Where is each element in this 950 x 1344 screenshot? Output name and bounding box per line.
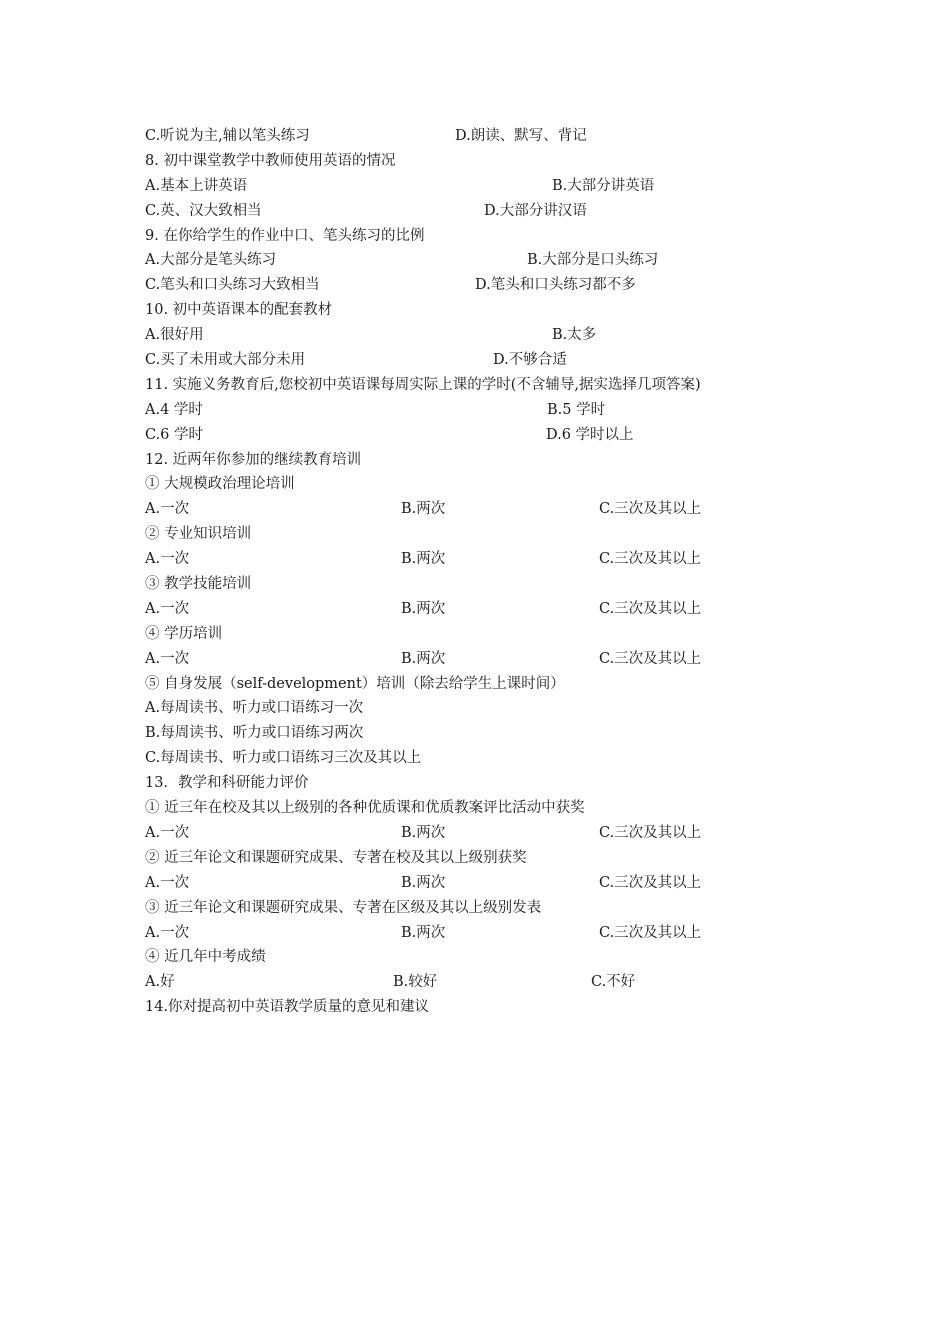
questionnaire-line — [145, 647, 825, 672]
option-text: C.三次及其以上 — [599, 824, 702, 841]
line-text: A.很好用 — [145, 327, 204, 344]
option-text: B.两次 — [401, 650, 446, 667]
questionnaire-line — [145, 622, 825, 647]
option-text: D.朗读、默写、背记 — [455, 128, 587, 144]
line-text: 9. 在你给学生的作业中口、笔头练习的比例 — [145, 227, 425, 244]
option-text: B.太多 — [552, 327, 597, 344]
option-text: B.大部分讲英语 — [552, 177, 655, 194]
questionnaire-line — [145, 373, 825, 398]
line-text: A.一次 — [145, 924, 190, 941]
questionnaire-body — [145, 124, 825, 1020]
line-text: C.英、汉大致相当 — [145, 202, 262, 219]
questionnaire-line — [145, 472, 825, 497]
option-text: C.三次及其以上 — [599, 650, 702, 667]
option-text: B.较好 — [393, 974, 438, 991]
questionnaire-line — [145, 995, 825, 1020]
option-text: B.5 学时 — [547, 401, 606, 418]
option-text: B.两次 — [401, 551, 446, 568]
option-text: C.三次及其以上 — [599, 600, 702, 617]
line-text: A.一次 — [145, 824, 190, 841]
questionnaire-line — [145, 224, 825, 249]
line-text: 11. 实施义务教育后,您校初中英语课每周实际上课的学时(不含辅导,据实选择几项答案) — [145, 376, 701, 393]
questionnaire-line — [145, 298, 825, 323]
option-text: B.大部分是口头练习 — [527, 252, 659, 269]
questionnaire-line — [145, 721, 825, 746]
option-text: B.两次 — [401, 824, 446, 841]
line-text: ④ 学历培训 — [145, 625, 223, 642]
line-text: 8. 初中课堂教学中教师使用英语的情况 — [145, 152, 396, 169]
questionnaire-line — [145, 323, 825, 348]
option-text: D.大部分讲汉语 — [484, 202, 587, 219]
questionnaire-line — [145, 597, 825, 622]
questionnaire-line — [145, 945, 825, 970]
line-text: A.一次 — [145, 551, 190, 568]
line-text: ① 大规模政治理论培训 — [145, 476, 295, 493]
line-text: A.一次 — [145, 600, 190, 617]
questionnaire-line — [145, 771, 825, 796]
questionnaire-line — [145, 149, 825, 174]
questionnaire-line — [145, 871, 825, 896]
line-text: A.一次 — [145, 874, 190, 891]
line-text: A.一次 — [145, 501, 190, 518]
questionnaire-line — [145, 746, 825, 771]
option-text: D.不够合适 — [493, 352, 567, 369]
line-text: ③ 近三年论文和课题研究成果、专著在区级及其以上级别发表 — [145, 899, 542, 916]
line-text: C.笔头和口头练习大致相当 — [145, 277, 320, 294]
line-text: C.每周读书、听力或口语练习三次及其以上 — [145, 750, 422, 767]
questionnaire-line — [145, 124, 825, 149]
line-text: ⑤ 自身发展（self-development）培训（除去给学生上课时间） — [145, 675, 565, 692]
line-text: B.每周读书、听力或口语练习两次 — [145, 725, 364, 742]
line-text: ③ 教学技能培训 — [145, 576, 252, 593]
questionnaire-line — [145, 348, 825, 373]
option-text: C.三次及其以上 — [599, 874, 702, 891]
option-text: C.三次及其以上 — [599, 551, 702, 568]
questionnaire-line — [145, 846, 825, 871]
line-text: ② 近三年论文和课题研究成果、专著在校及其以上级别获奖 — [145, 849, 527, 866]
line-text: ④ 近几年中考成绩 — [145, 949, 266, 966]
line-text: C.买了未用或大部分未用 — [145, 352, 306, 369]
questionnaire-line — [145, 398, 825, 423]
option-text: C.三次及其以上 — [599, 501, 702, 518]
option-text: B.两次 — [401, 600, 446, 617]
questionnaire-line — [145, 896, 825, 921]
questionnaire-line — [145, 696, 825, 721]
line-text: 10. 初中英语课本的配套教材 — [145, 302, 333, 319]
questionnaire-line — [145, 174, 825, 199]
option-text: C.不好 — [591, 974, 636, 991]
questionnaire-line — [145, 572, 825, 597]
option-text: B.两次 — [401, 924, 446, 941]
questionnaire-line — [145, 199, 825, 224]
line-text: ② 专业知识培训 — [145, 526, 252, 543]
line-text: A.4 学时 — [145, 401, 203, 418]
option-text: D.笔头和口头练习都不多 — [475, 277, 636, 294]
option-text: D.6 学时以上 — [546, 426, 634, 443]
option-text: B.两次 — [401, 501, 446, 518]
questionnaire-line — [145, 970, 825, 995]
questionnaire-line — [145, 547, 825, 572]
questionnaire-line — [145, 448, 825, 473]
questionnaire-line — [145, 248, 825, 273]
questionnaire-line — [145, 497, 825, 522]
questionnaire-line — [145, 821, 825, 846]
line-text: 14.你对提高初中英语教学质量的意见和建议 — [145, 999, 430, 1016]
line-text: C.6 学时 — [145, 426, 204, 443]
line-text: 12. 近两年你参加的继续教育培训 — [145, 451, 362, 468]
line-text: A.好 — [145, 974, 175, 991]
line-text: ① 近三年在校及其以上级别的各种优质课和优质教案评比活动中获奖 — [145, 800, 585, 817]
option-text: C.三次及其以上 — [599, 924, 702, 941]
line-text: 13．教学和科研能力评价 — [145, 775, 309, 792]
line-text: A.大部分是笔头练习 — [145, 252, 277, 269]
questionnaire-line — [145, 522, 825, 547]
line-text: A.基本上讲英语 — [145, 177, 248, 194]
line-text: A.一次 — [145, 650, 190, 667]
questionnaire-line — [145, 273, 825, 298]
questionnaire-line — [145, 796, 825, 821]
questionnaire-line — [145, 672, 825, 697]
option-text: B.两次 — [401, 874, 446, 891]
questionnaire-line — [145, 921, 825, 946]
questionnaire-line — [145, 423, 825, 448]
line-text: C.听说为主,辅以笔头练习 — [145, 128, 310, 144]
line-text: A.每周读书、听力或口语练习一次 — [145, 700, 364, 717]
